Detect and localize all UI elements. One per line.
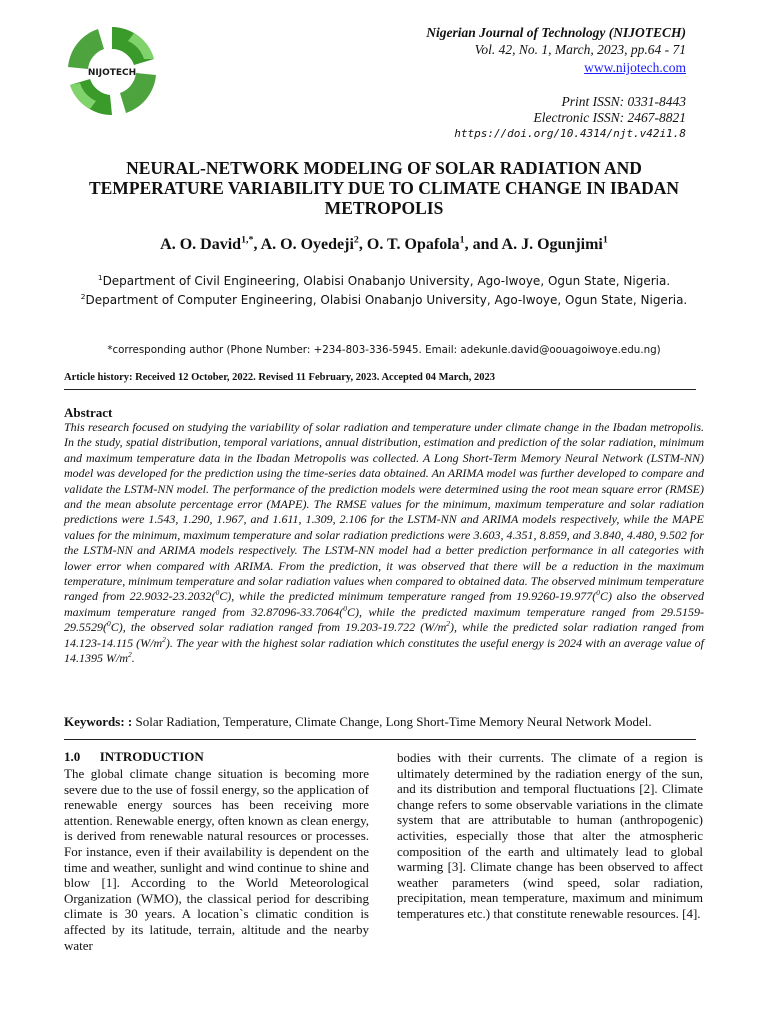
- degree-sup: 0: [343, 603, 347, 613]
- abstract-part: This research focused on studying the variability of solar radiation and temperature under climate change in the Ibadan metropolis. In the study, spatial distribution, temporal variations, annual distribution, estimation and prediction of the solar radiation, minimum and maximum temperature data in the Ibadan Metropolis was collected. A Long Short-Term Memory Neural Network (LSTM-NN) model was developed for the prediction using the time-series data obtained. An ARIMA model was further developed to compare and validate the LSTM-NN model. The performance of the prediction models were determined using the root mean square error (RMSE) and the mean absolute percentage error (MAPE). The RMSE values for the minimum, maximum temperature and solar radiation predictions were 1.543, 1.290, 1.967, and 1.611, 1.309, 2.106 for the LSTM-NN and ARIMA models respectively, while the MAPE values for the minimum, maximum temperature and solar radiation predictions were 3.603, 4.351, 8.859, and 3.840, 4.480, 9.502 for the LSTM-NN and ARIMA models respectively. The LSTM-NN model had a better prediction performance in all categories with lower error when compared with ARIMA. From the prediction, it was observed that there will be a reduction in the maximum temperature, minimum temperature and solar radiation values when compared to obtained data. The observed minimum temperature ranged from 22.9032-23.2032(: [64, 420, 704, 604]
- author-sup: 1: [602, 234, 608, 246]
- affiliation-text: Department of Civil Engineering, Olabisi Onabanjo University, Ago-Iwoye, Ogun State, Nigeria.: [102, 274, 671, 288]
- affiliation-sup: 2: [80, 291, 86, 301]
- doi-link[interactable]: https://doi.org/10.4314/njt.v42i1.8: [454, 127, 686, 140]
- divider: [64, 739, 696, 740]
- square-sup: 2: [128, 650, 132, 660]
- journal-name: Nigerian Journal of Technology (NIJOTECH): [426, 25, 686, 40]
- author-sup: 2: [353, 234, 359, 246]
- author-sep: , and: [464, 236, 502, 253]
- author-sup: 1: [459, 234, 465, 246]
- author-sep: ,: [253, 236, 261, 253]
- journal-logo: [64, 23, 160, 119]
- journal-website-link[interactable]: www.nijotech.com: [584, 60, 686, 75]
- author-sep: ,: [358, 236, 367, 253]
- degree-sup: 0: [215, 588, 220, 598]
- abstract-part: C) also the observed maximum temperature ranged from 32.87096-33.7064(: [64, 589, 704, 619]
- abstract-part: C), while the predicted maximum temperature ranged from 29.5159-29.5529(: [64, 604, 704, 635]
- degree-sup: 0: [596, 588, 600, 598]
- degree-sup: 0: [107, 619, 111, 629]
- paper-title: NEURAL-NETWORK MODELING OF SOLAR RADIATION AND TEMPERATURE VARIABILITY DUE TO CLIMATE CHANGE IN IBADAN METROPOLIS: [88, 158, 680, 218]
- abstract-part: .: [131, 651, 135, 666]
- author-name: A. O. David: [160, 236, 242, 253]
- square-sup: 2: [446, 619, 450, 629]
- abstract-part: C), the observed solar radiation ranged from 19.203-19.722 (W/m: [110, 620, 447, 635]
- keywords-text: Solar Radiation, Temperature, Climate Change, Long Short-Time Memory Neural Network Model.: [132, 714, 652, 729]
- corresponding-author: *corresponding author (Phone Number: +234-803-336-5945. Email: adekunle.david@oouagoiwoye.edu.ng): [107, 344, 661, 356]
- keywords: [64, 714, 652, 730]
- affiliation-2: [60, 291, 708, 310]
- introduction-heading: 1.0 INTRODUCTION: [64, 749, 204, 764]
- square-sup: 2: [162, 634, 166, 644]
- article-history: Article history: Received 12 October, 2022. Revised 11 February, 2023. Accepted 04 March, 2023: [64, 372, 496, 383]
- abstract-part: ), while the predicted solar radiation ranged from 14.123-14.115 (W/m: [64, 620, 704, 650]
- affiliation-1: [60, 272, 708, 291]
- intro-column-1: The global climate change situation is becoming more severe due to the use of fossil energy, so the application of renewable energy sources has been receiving more attention. Renewable energy, often known as clean energy, is derived from renewable natural resources or processes. For instance, even if their availability is dependent on the time and weather, sunlight and wind continue to shine and blow [1]. According to the World Meteorological Organization (WMO), the classical period for describing climate is 30 years. A location`s climatic condition is affected by its latitude, terrain, altitude and the nearby water: [64, 766, 369, 953]
- print-issn: Print ISSN: 0331-8443: [561, 94, 686, 109]
- author-name: O. T. Opafola: [366, 236, 460, 253]
- abstract-text: [64, 420, 704, 667]
- volume-info: Vol. 42, No. 1, March, 2023, pp.64 - 71: [474, 42, 686, 57]
- abstract-heading: Abstract: [64, 405, 113, 420]
- author-name: A. O. Oyedeji: [260, 236, 354, 253]
- abstract-part: C), while the predicted minimum temperature ranged from 19.9260-19.977(: [219, 589, 597, 604]
- affiliation-text: Department of Computer Engineering, Olabisi Onabanjo University, Ago-Iwoye, Ogun State, Nigeria.: [85, 292, 688, 307]
- affiliations: [60, 272, 708, 309]
- logo-text: NIJOTECH: [87, 68, 137, 78]
- keywords-label: Keywords: :: [64, 714, 133, 729]
- affiliation-sup: 1: [97, 273, 103, 282]
- intro-column-2: bodies with their currents. The climate of a region is ultimately determined by the radiation energy of the sun, and its distribution and temporal fluctuations [2]. Climate change refers to some observable variations in the climate system that are attributable to human (anthropogenic) activities, especially those that alter the atmospheric composition of the earth and ultimately lead to global warming [3]. Climate change has been observed to affect weather parameters (wind speed, solar radiation, precipitation, mean temperature, maximum and minimum temperatures etc.) that constitute renewable resources. [4].: [397, 750, 703, 921]
- author-sup: 1,*: [241, 234, 254, 246]
- divider: [64, 389, 696, 390]
- abstract-part: ). The year with the highest solar radiation which constitutes the useful energy is 2024 with an average value of 14.1395 W/m: [64, 635, 704, 666]
- electronic-issn: Electronic ISSN: 2467-8821: [533, 110, 686, 125]
- author-list: [60, 236, 708, 254]
- author-name: A. J. Ogunjimi: [501, 236, 603, 253]
